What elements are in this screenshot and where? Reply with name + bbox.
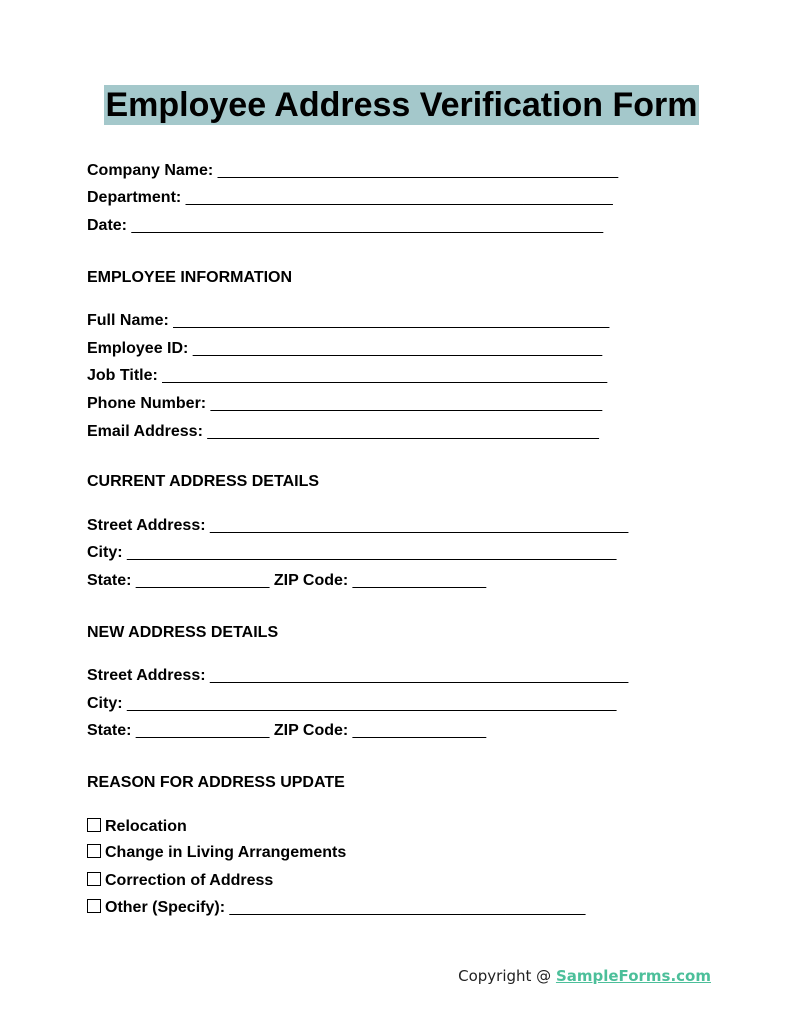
checkbox-icon[interactable] bbox=[87, 872, 101, 886]
current-city-field[interactable] bbox=[87, 543, 616, 563]
current-city-blank[interactable]: _______________________________________________________ bbox=[127, 544, 617, 561]
job-title-label: Job Title: bbox=[87, 367, 158, 384]
full-name-blank[interactable]: _________________________________________________ bbox=[173, 312, 610, 329]
date-field[interactable] bbox=[87, 216, 603, 236]
reason-option-correction[interactable] bbox=[87, 871, 273, 891]
current-state-blank[interactable]: _______________ bbox=[135, 572, 270, 589]
full-name-label: Full Name: bbox=[87, 312, 169, 329]
reason-option-label: Relocation bbox=[105, 818, 187, 835]
page-title: Employee Address Verification Form bbox=[105, 86, 698, 124]
current-street-field[interactable] bbox=[87, 516, 628, 536]
current-zip-blank[interactable]: _______________ bbox=[352, 572, 487, 589]
department-field[interactable] bbox=[87, 188, 613, 208]
new-city-field[interactable] bbox=[87, 694, 616, 714]
phone-number-blank[interactable]: ____________________________________________ bbox=[210, 395, 603, 412]
new-city-blank[interactable]: _______________________________________________________ bbox=[127, 695, 617, 712]
department-blank[interactable]: ________________________________________________ bbox=[185, 189, 613, 206]
title-container bbox=[0, 85, 803, 125]
checkbox-icon[interactable] bbox=[87, 818, 101, 832]
new-street-label: Street Address: bbox=[87, 667, 206, 684]
email-address-blank[interactable]: ____________________________________________ bbox=[207, 423, 599, 440]
new-state-blank[interactable]: _______________ bbox=[135, 722, 270, 739]
other-specify-blank[interactable]: ________________________________________ bbox=[229, 899, 586, 916]
employee-info-heading: EMPLOYEE INFORMATION bbox=[87, 269, 293, 286]
reason-option-label: Correction of Address bbox=[105, 872, 274, 889]
reason-option-relocation[interactable] bbox=[87, 817, 187, 837]
new-state-zip-row bbox=[87, 721, 486, 741]
company-name-label: Company Name: bbox=[87, 162, 214, 179]
new-street-field[interactable] bbox=[87, 666, 628, 686]
reason-option-living-arrangements[interactable] bbox=[87, 843, 346, 863]
current-street-label: Street Address: bbox=[87, 517, 206, 534]
new-city-label: City: bbox=[87, 695, 123, 712]
new-street-blank[interactable]: _______________________________________________ bbox=[210, 667, 629, 684]
current-state-zip-row bbox=[87, 571, 486, 591]
company-name-blank[interactable]: _____________________________________________ bbox=[217, 162, 619, 179]
new-state-label: State: bbox=[87, 722, 132, 739]
checkbox-icon[interactable] bbox=[87, 844, 101, 858]
checkbox-icon[interactable] bbox=[87, 899, 101, 913]
employee-id-field[interactable] bbox=[87, 339, 602, 359]
phone-number-label: Phone Number: bbox=[87, 395, 207, 412]
current-city-label: City: bbox=[87, 544, 123, 561]
job-title-blank[interactable]: __________________________________________________ bbox=[162, 367, 608, 384]
department-label: Department: bbox=[87, 189, 182, 206]
copyright-prefix: Copyright @ bbox=[458, 967, 556, 985]
date-label: Date: bbox=[87, 217, 128, 234]
current-address-heading: CURRENT ADDRESS DETAILS bbox=[87, 473, 320, 490]
employee-id-blank[interactable]: ______________________________________________ bbox=[192, 340, 603, 357]
full-name-field[interactable] bbox=[87, 311, 609, 331]
date-blank[interactable]: _____________________________________________________ bbox=[131, 217, 604, 234]
email-address-label: Email Address: bbox=[87, 423, 203, 440]
new-zip-blank[interactable]: _______________ bbox=[352, 722, 487, 739]
employee-id-label: Employee ID: bbox=[87, 340, 189, 357]
reason-option-label: Change in Living Arrangements bbox=[105, 844, 347, 861]
reason-heading: REASON FOR ADDRESS UPDATE bbox=[87, 774, 345, 791]
new-address-heading: NEW ADDRESS DETAILS bbox=[87, 624, 279, 641]
copyright-footer bbox=[458, 966, 711, 986]
new-zip-label: ZIP Code: bbox=[273, 722, 349, 739]
current-street-blank[interactable]: _______________________________________________ bbox=[210, 517, 629, 534]
current-zip-label: ZIP Code: bbox=[273, 572, 349, 589]
current-state-label: State: bbox=[87, 572, 132, 589]
job-title-field[interactable] bbox=[87, 366, 607, 386]
reason-option-other[interactable] bbox=[87, 898, 585, 918]
company-name-field[interactable] bbox=[87, 161, 618, 181]
email-address-field[interactable] bbox=[87, 422, 599, 442]
reason-option-label: Other (Specify): bbox=[105, 899, 226, 916]
phone-number-field[interactable] bbox=[87, 394, 602, 414]
brand-link[interactable]: SampleForms.com bbox=[555, 967, 711, 985]
